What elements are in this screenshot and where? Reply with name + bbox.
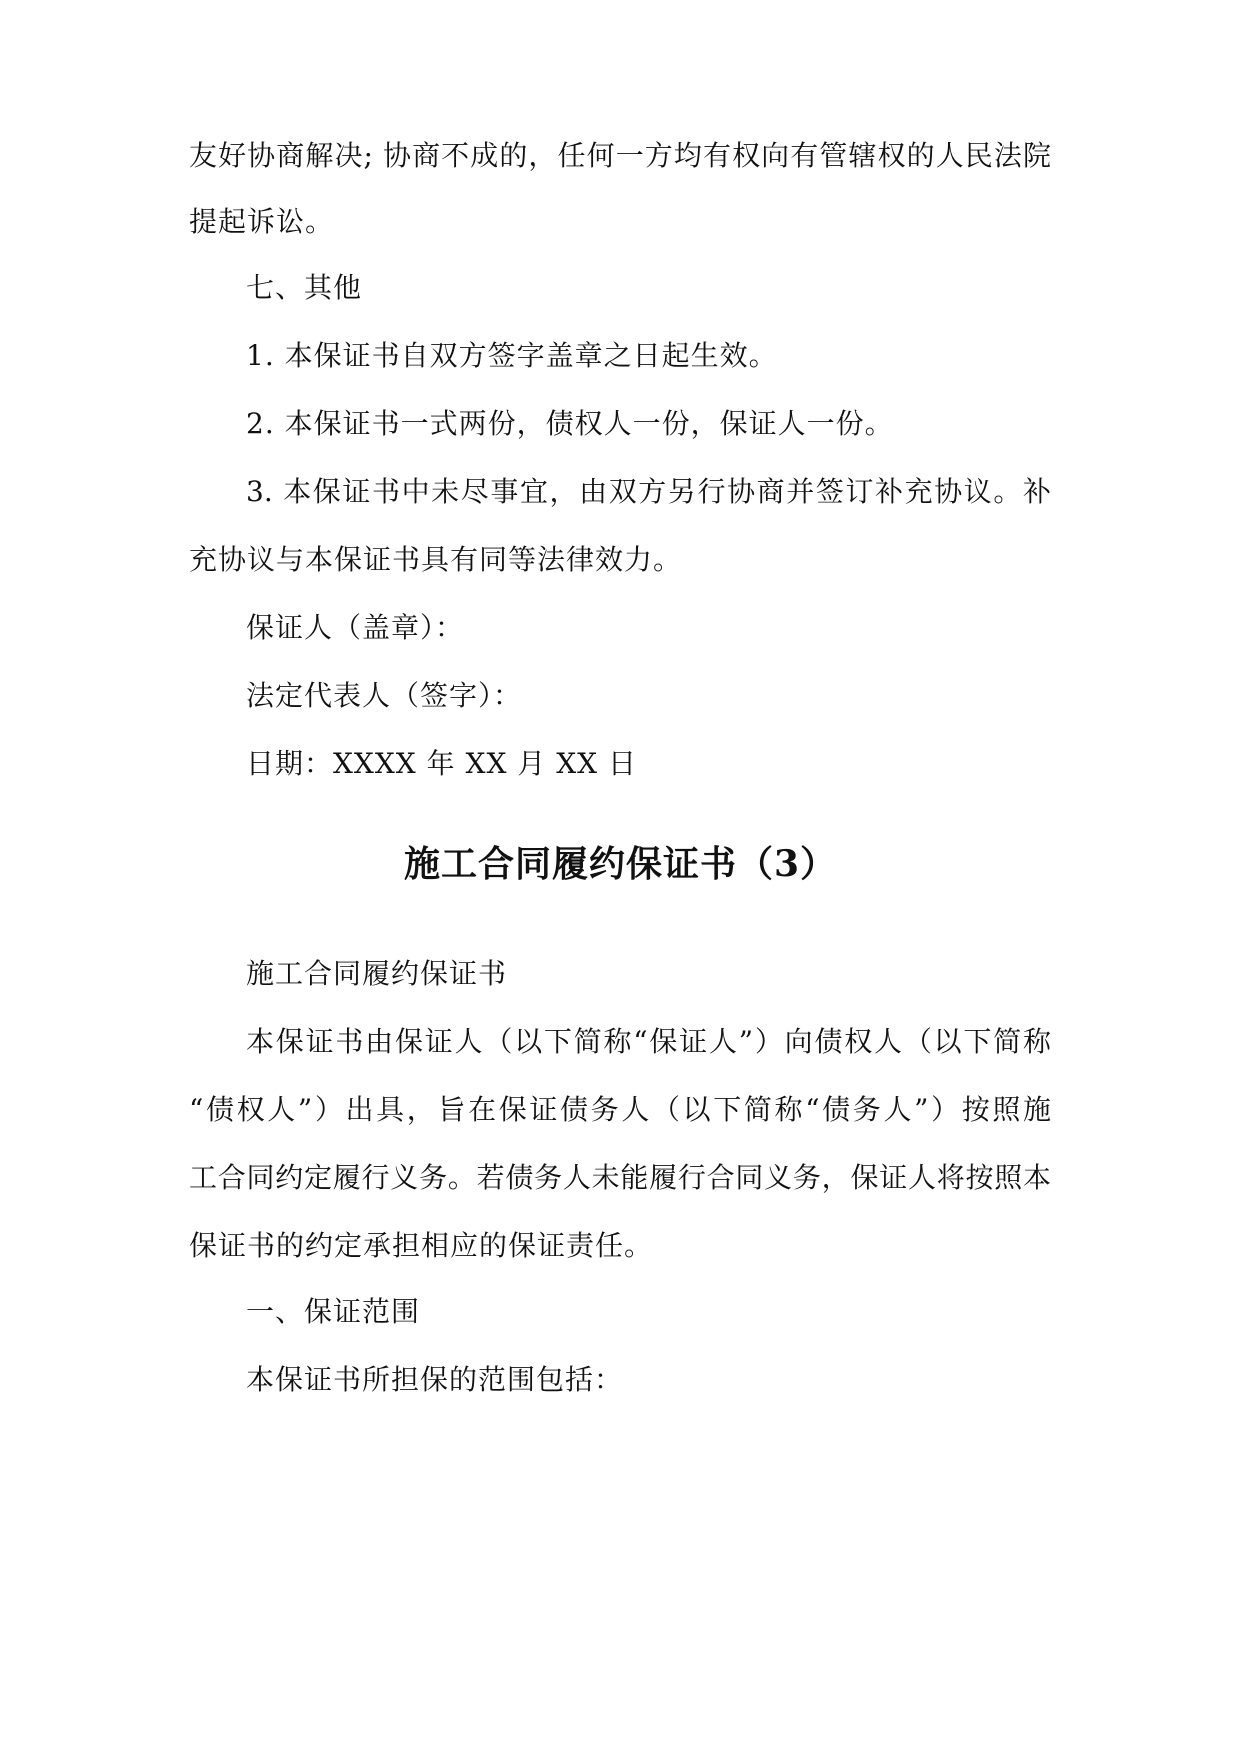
paragraph-line: “债权人”）出具，旨在保证债务人（以下简称“债务人”）按照施: [189, 1093, 1051, 1126]
list-item: 2. 本保证书一式两份，债权人一份，保证人一份。: [246, 407, 894, 440]
paragraph-line: 提起诉讼。: [189, 205, 335, 238]
paragraph-line: 充协议与本保证书具有同等法律效力。: [189, 543, 683, 576]
document-subtitle: 施工合同履约保证书: [246, 957, 508, 990]
date-line: 日期：XXXX 年 XX 月 XX 日: [246, 747, 637, 780]
list-item: 3. 本保证书中未尽事宜，由双方另行协商并签订补充协议。补: [246, 475, 1051, 508]
legal-rep-sign-label: 法定代表人（签字）：: [246, 679, 523, 712]
paragraph-line: 友好协商解决; 协商不成的，任何一方均有权向有管辖权的人民法院: [189, 139, 1051, 172]
paragraph-line: 本保证书由保证人（以下简称“保证人”）向债权人（以下简称: [246, 1025, 1051, 1058]
section-heading: 一、保证范围: [246, 1295, 421, 1328]
section-heading: 七、其他: [246, 271, 363, 304]
list-item: 1. 本保证书自双方签字盖章之日起生效。: [246, 339, 778, 372]
paragraph-line: 本保证书所担保的范围包括：: [246, 1363, 624, 1396]
section-title: 施工合同履约保证书（3）: [403, 843, 838, 885]
guarantor-seal-label: 保证人（盖章）：: [246, 611, 465, 644]
paragraph-line: 工合同约定履行义务。若债务人未能履行合同义务，保证人将按照本: [189, 1161, 1051, 1194]
paragraph-line: 保证书的约定承担相应的保证责任。: [189, 1229, 654, 1262]
